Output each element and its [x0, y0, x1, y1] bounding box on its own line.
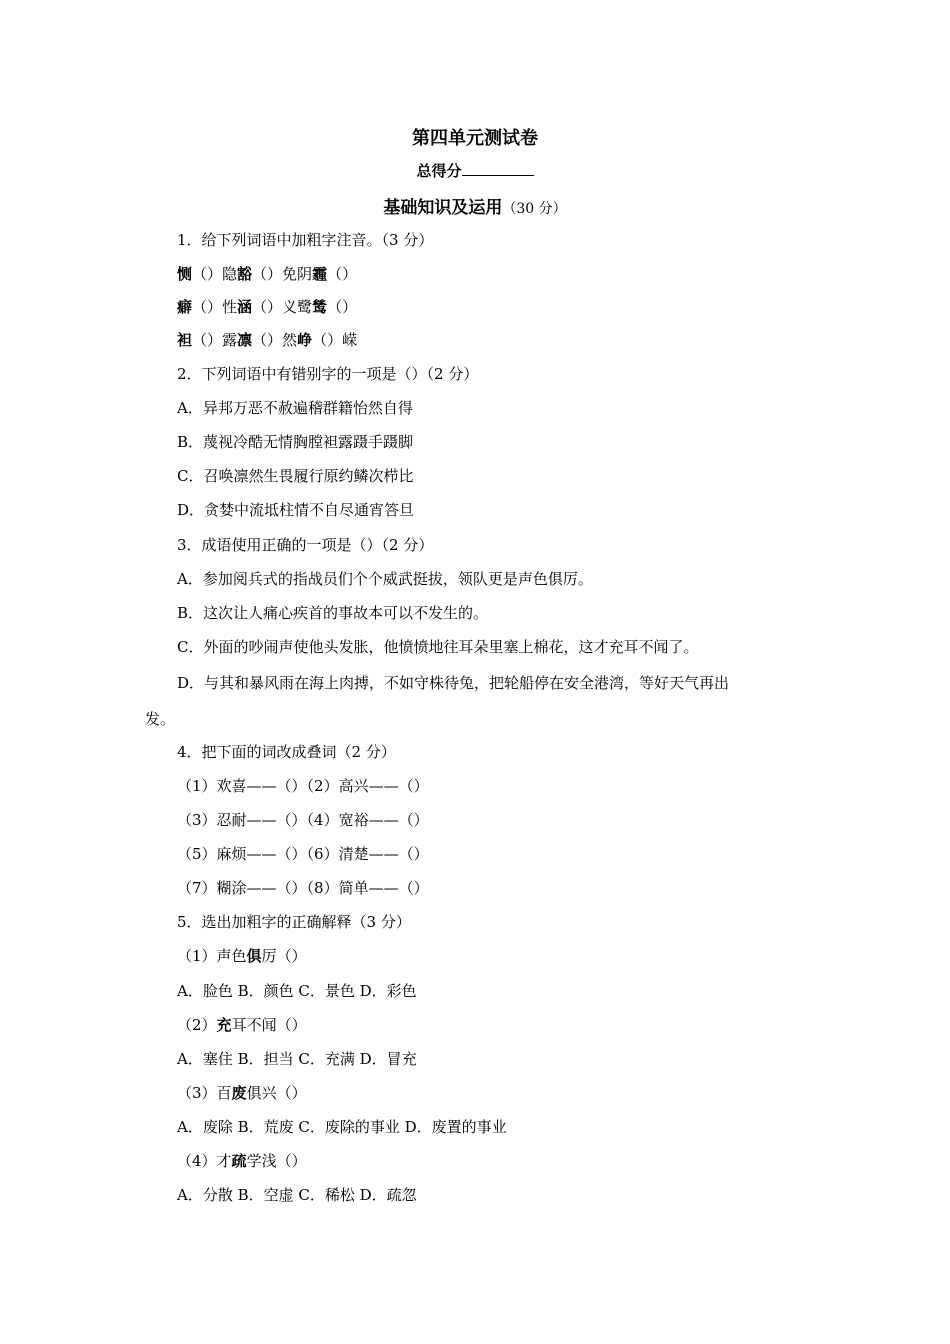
text: （2）: [177, 1016, 217, 1034]
bold-char: 癖: [177, 298, 193, 316]
text: （）免阴: [252, 265, 313, 283]
bold-char: 豁: [237, 265, 253, 283]
q3-option-a: A．参加阅兵式的指战员们个个威武挺拔，领队更是声色俱厉。: [177, 570, 593, 588]
section-heading: [0, 193, 950, 218]
q2-option-c: C．召唤凛然生畏履行原约鳞次栉比: [177, 467, 414, 485]
text: 耳不闻（）: [231, 1016, 307, 1034]
bold-char: 峥: [297, 331, 313, 349]
bold-char: 涵: [237, 298, 253, 316]
bold-char: 废: [231, 1084, 247, 1102]
bold-char: 疏: [231, 1152, 247, 1170]
q3-option-d-cont: 发。: [145, 710, 176, 728]
text: （）: [327, 298, 358, 316]
q5-item-4-choices: A．分散 B．空虚 C．稀松 D．疏忽: [177, 1186, 417, 1204]
q5-item-3: [177, 1083, 307, 1103]
q1-row3: [177, 330, 357, 350]
total-score-label: 总得分: [416, 162, 462, 180]
text: （4）才: [177, 1152, 232, 1170]
text: 俱兴（）: [246, 1084, 307, 1102]
q4-row: （1）欢喜——（）（2）高兴——（）: [177, 777, 429, 795]
total-score-line: [0, 160, 950, 181]
q5-item-1-choices: A．脸色 B．颜色 C．景色 D．彩色: [177, 982, 417, 1000]
q4-row: （3）忍耐——（）（4）宽裕——（）: [177, 811, 429, 829]
bold-char: 充: [216, 1016, 232, 1034]
text: 厉（）: [261, 947, 307, 965]
q3-option-b: B．这次让人痛心疾首的事故本可以不发生的。: [177, 604, 489, 622]
bold-char: 鸶: [312, 298, 328, 316]
text: （）然: [252, 331, 298, 349]
score-blank: [462, 161, 534, 176]
q2-option-b: B．蔑视冷酷无情胸膛袒露蹑手蹑脚: [177, 433, 414, 451]
bold-char: 凛: [237, 331, 253, 349]
q2-stem: 2．下列词语中有错别字的一项是（）（2 分）: [177, 365, 479, 383]
bold-char: 袒: [177, 331, 193, 349]
q2-option-d: D．贪婪中流坻柱情不自尽通宵答旦: [177, 501, 415, 519]
text: （）隐: [192, 265, 238, 283]
q5-stem: 5．选出加粗字的正确解释（3 分）: [177, 913, 411, 931]
text: （）义鹭: [252, 298, 313, 316]
text: （）露: [192, 331, 238, 349]
text: （）嵘: [312, 331, 358, 349]
q3-option-d: D．与其和暴风雨在海上肉搏，不如守株待兔，把轮船停在安全港湾，等好天气再出: [177, 674, 730, 692]
bold-char: 恻: [177, 265, 193, 283]
q5-item-2: [177, 1015, 307, 1035]
section-title: 基础知识及运用: [383, 198, 503, 218]
q5-item-4: [177, 1151, 307, 1171]
q3-stem: 3．成语使用正确的一项是（）（2 分）: [177, 536, 434, 554]
q4-row: （5）麻烦——（）（6）清楚——（）: [177, 845, 429, 863]
q1-row1: [177, 264, 357, 284]
q1-stem: 1．给下列词语中加粗字注音。（3 分）: [177, 231, 434, 249]
bold-char: 俱: [246, 947, 262, 965]
q5-item-2-choices: A．塞住 B．担当 C．充满 D．冒充: [177, 1050, 417, 1068]
page-title: 第四单元测试卷: [412, 128, 538, 149]
q3-option-c: C．外面的吵闹声使他头发胀，他愤愤地往耳朵里塞上棉花，这才充耳不闻了。: [177, 638, 699, 656]
text: 学浅（）: [246, 1152, 307, 1170]
q1-row2: [177, 297, 357, 317]
q4-stem: 4．把下面的词改成叠词（2 分）: [177, 743, 396, 761]
text: （）: [327, 265, 358, 283]
q2-option-a: A．异邦万恶不赦遍稽群籍怡然自得: [177, 399, 413, 417]
q5-item-3-choices: A．废除 B．荒废 C．废除的事业 D．废置的事业: [177, 1118, 507, 1136]
section-score: （30 分）: [502, 201, 567, 217]
text: （1）声色: [177, 947, 247, 965]
text: （）性: [192, 298, 238, 316]
q4-row: （7）糊涂——（）（8）简单——（）: [177, 879, 429, 897]
bold-char: 霾: [312, 265, 328, 283]
q5-item-1: [177, 946, 307, 966]
text: （3）百: [177, 1084, 232, 1102]
